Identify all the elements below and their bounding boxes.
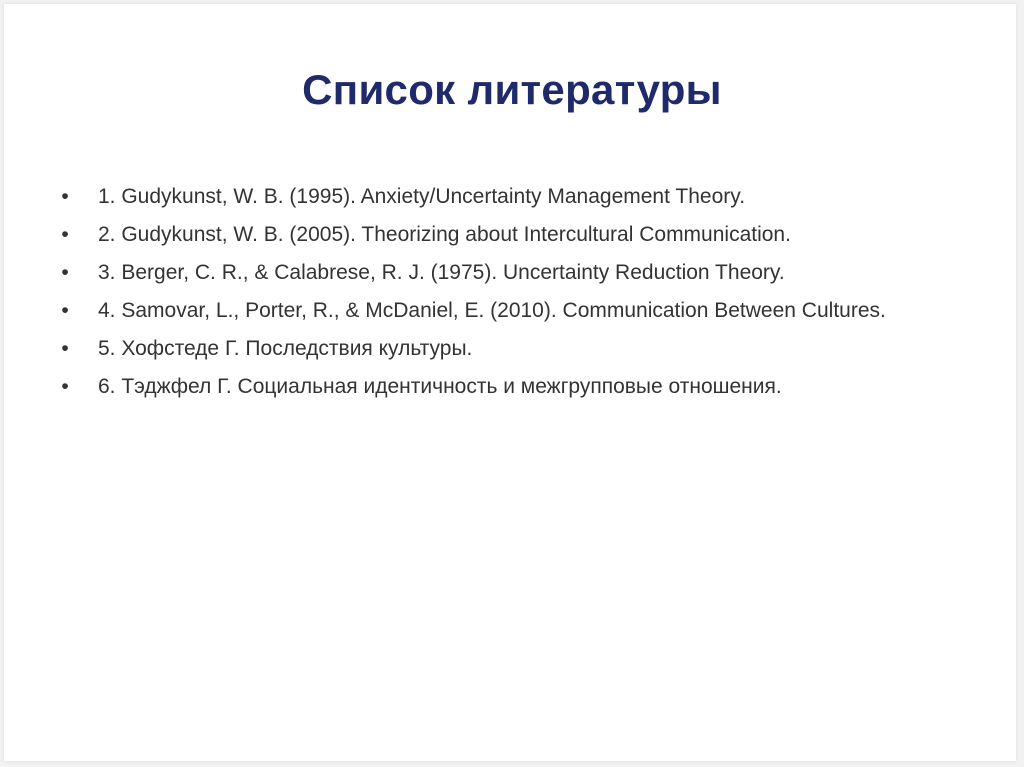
slide-title: Список литературы <box>302 66 722 113</box>
list-item <box>58 332 918 365</box>
bullet-icon: • <box>61 185 69 208</box>
reference-text: 5. Хофстеде Г. Последствия культуры. <box>98 337 473 360</box>
bullet-icon: • <box>61 375 69 398</box>
list-item <box>58 370 918 403</box>
list-item <box>58 256 918 289</box>
reference-text: 2. Gudykunst, W. B. (2005). Theorizing about Intercultural Communication. <box>98 223 791 246</box>
reference-list <box>58 180 918 408</box>
list-item <box>58 180 918 213</box>
reference-text: 1. Gudykunst, W. B. (1995). Anxiety/Uncertainty Management Theory. <box>98 185 746 208</box>
reference-text: 3. Berger, C. R., & Calabrese, R. J. (1975). Uncertainty Reduction Theory. <box>98 261 785 284</box>
bullet-icon: • <box>61 223 69 246</box>
list-item <box>58 294 918 327</box>
reference-text: 4. Samovar, L., Porter, R., & McDaniel, E. (2010). Communication Between Cultures. <box>98 299 886 322</box>
list-item <box>58 218 918 251</box>
bullet-icon: • <box>61 261 69 284</box>
bullet-icon: • <box>61 299 69 322</box>
bullet-icon: • <box>61 337 69 360</box>
reference-text: 6. Тэджфел Г. Социальная идентичность и межгрупповые отношения. <box>98 375 782 398</box>
